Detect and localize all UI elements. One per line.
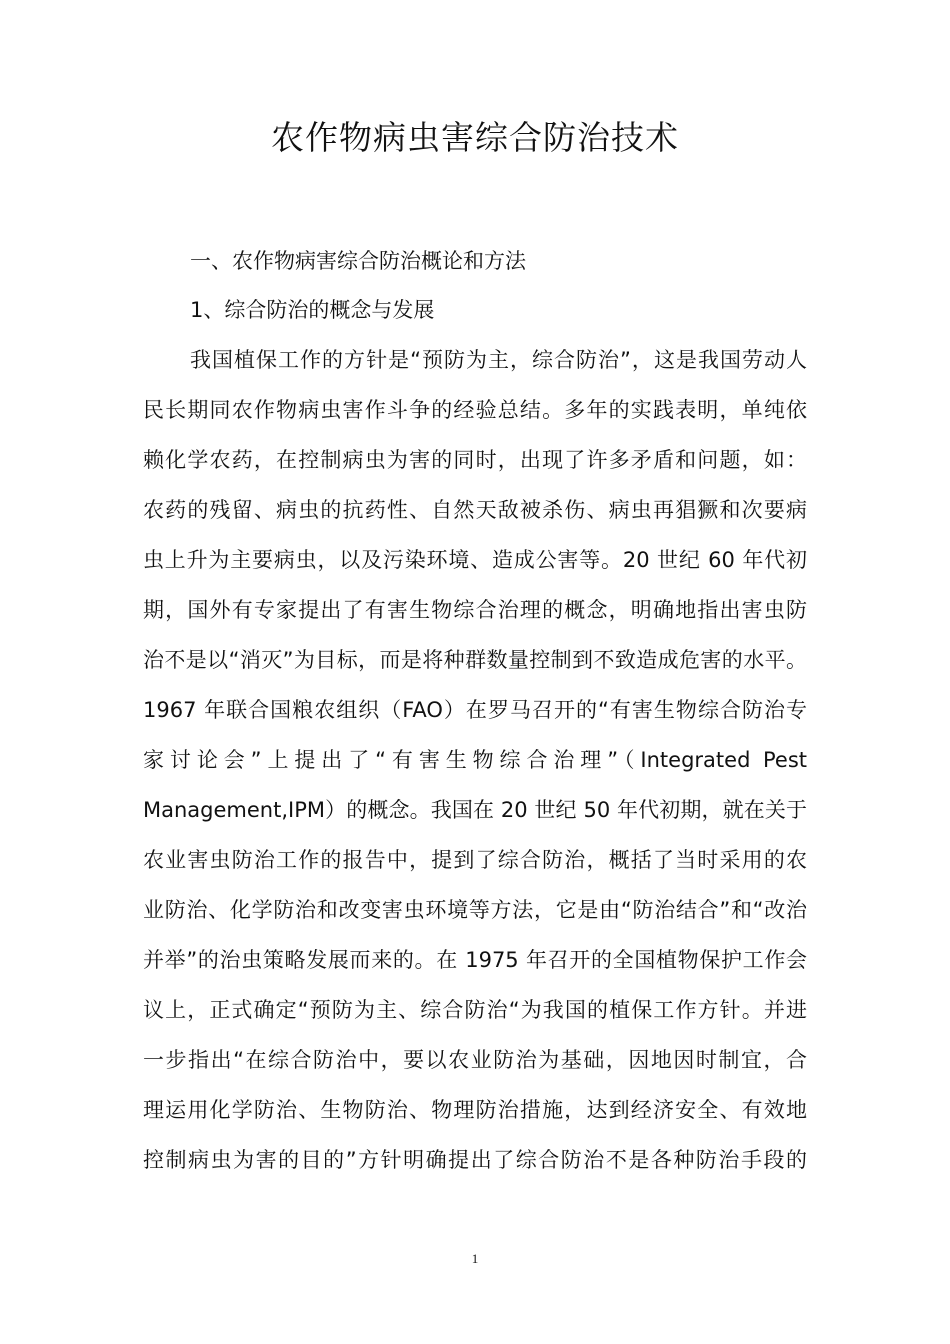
- subsection-heading: 1、综合防治的概念与发展: [190, 298, 435, 322]
- paragraph-line: 农业害虫防治工作的报告中，提到了综合防治，概括了当时采用的农: [143, 848, 807, 872]
- paragraph-line: 控制病虫为害的目的”方针明确提出了综合防治不是各种防治手段的: [143, 1148, 807, 1172]
- paragraph-line: 理运用化学防治、生物防治、物理防治措施，达到经济安全、有效地: [143, 1098, 807, 1122]
- page-number: 1: [471, 1251, 479, 1266]
- paragraph-line: 农药的残留、病虫的抗药性、自然天敌被杀伤、病虫再猖獗和次要病: [143, 498, 807, 522]
- paragraph-line: 业防治、化学防治和改变害虫环境等方法，它是由“防治结合”和“改治: [143, 898, 807, 922]
- section-heading: 一、农作物病害综合防治概论和方法: [190, 249, 526, 273]
- paragraph-line: 期，国外有专家提出了有害生物综合治理的概念，明确地指出害虫防: [143, 598, 807, 622]
- paragraph-line: 并举”的治虫策略发展而来的。在 1975 年召开的全国植物保护工作会: [143, 948, 807, 972]
- paragraph-line: 家讨论会”上提出了“有害生物综合治理”（Integrated Pest: [143, 748, 807, 772]
- paragraph-line: Management,IPM）的概念。我国在 20 世纪 50 年代初期，就在关于: [143, 798, 807, 822]
- paragraph-line: 虫上升为主要病虫，以及污染环境、造成公害等。20 世纪 60 年代初: [143, 548, 807, 572]
- paragraph-line: 一步指出“在综合防治中，要以农业防治为基础，因地因时制宜，合: [143, 1048, 807, 1072]
- paragraph-line: 治不是以“消灭”为目标，而是将种群数量控制到不致造成危害的水平。: [143, 648, 807, 672]
- paragraph-line: 我国植保工作的方针是“预防为主，综合防治”，这是我国劳动人: [190, 348, 807, 372]
- paragraph-line: 1967 年联合国粮农组织（FAO）在罗马召开的“有害生物综合防治专: [143, 698, 807, 722]
- document-title: 农作物病虫害综合防治技术: [271, 118, 679, 157]
- body-paragraph: [143, 343, 807, 1193]
- paragraph-line: 赖化学农药，在控制病虫为害的同时，出现了许多矛盾和问题，如：: [143, 448, 807, 472]
- paragraph-line: 议上，正式确定“预防为主、综合防治“为我国的植保工作方针。并进: [143, 998, 807, 1022]
- paragraph-line: 民长期同农作物病虫害作斗争的经验总结。多年的实践表明，单纯依: [143, 398, 807, 422]
